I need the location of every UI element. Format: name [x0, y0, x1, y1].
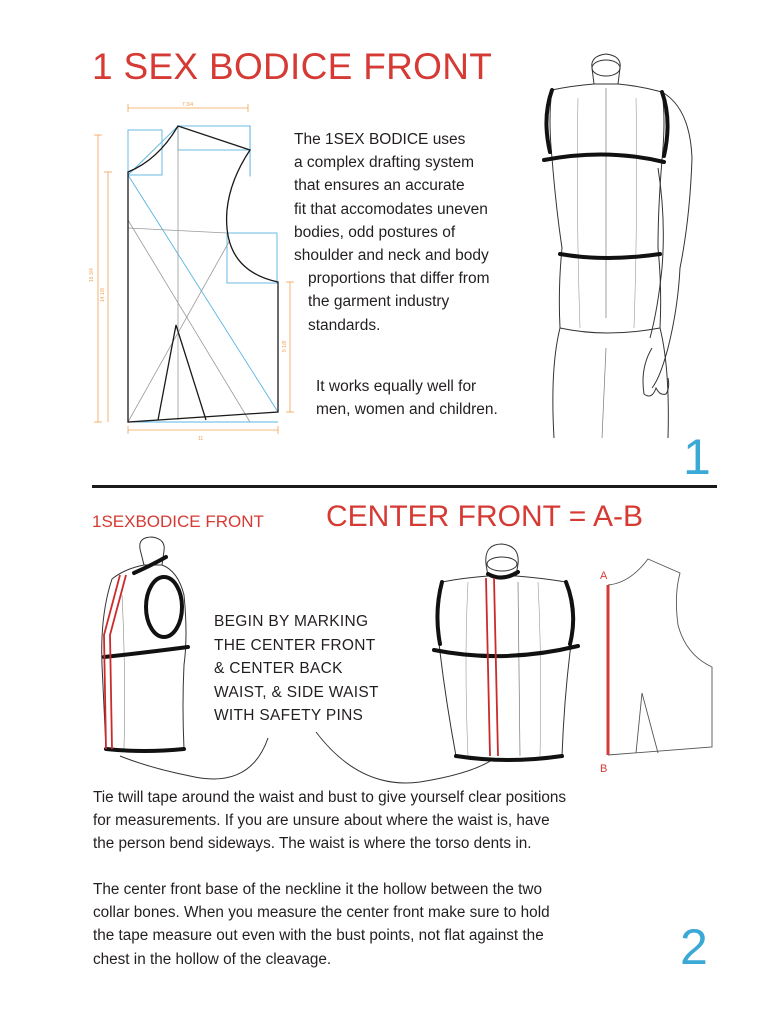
center-line: chest in the hollow of the cleavage. [93, 950, 332, 968]
tie-line: for measurements. If you are unsure about where the waist is, have [93, 812, 550, 830]
intro-line: The 1SEX BODICE uses [294, 131, 466, 148]
pattern-piece-ab [600, 555, 720, 760]
instruction-line: BEGIN BY MARKING [214, 613, 369, 630]
tie-paragraph [93, 786, 566, 856]
point-b-label: B [600, 763, 608, 775]
tie-line: the person bend sideways. The waist is where the torso dents in. [93, 835, 532, 853]
intro-line: the garment industry [308, 293, 450, 311]
works-line: men, women and children. [316, 401, 498, 419]
intro-line: proportions that differ from [308, 270, 490, 288]
center-front-paragraph [93, 878, 550, 971]
instruction-line: WITH SAFETY PINS [214, 707, 364, 724]
intro-line: bodies, odd postures of [294, 223, 456, 241]
point-a-label: A [600, 570, 608, 582]
center-line: the tape measure out even with the bust points, not flat against the [93, 927, 544, 945]
svg-text:16 3/4: 16 3/4 [89, 268, 95, 282]
svg-text:5 1/8: 5 1/8 [282, 340, 288, 352]
section2-subtitle: 1SEXBODICE FRONT [92, 512, 264, 531]
svg-text:14 1/8: 14 1/8 [100, 288, 106, 302]
section1-title: 1 SEX BODICE FRONT [92, 46, 493, 87]
svg-text:11: 11 [198, 436, 204, 442]
mannequin-center-front-illustration [428, 542, 588, 767]
instruction-line: & CENTER BACK [214, 660, 343, 677]
intro-line: that ensures an accurate [294, 177, 465, 195]
section2-title: CENTER FRONT = A-B [326, 500, 643, 533]
page-number-2: 2 [680, 919, 708, 975]
intro-line: shoulder and neck and body [294, 247, 489, 265]
center-line: The center front base of the neckline it the hollow between the two [93, 881, 542, 898]
instruction-line: WAIST, & SIDE WAIST [214, 683, 379, 701]
page-number-1: 1 [683, 429, 711, 485]
center-line: collar bones. When you measure the center front make sure to hold [93, 904, 550, 922]
intro-line: standards. [308, 316, 381, 334]
svg-text:7 3/4: 7 3/4 [182, 102, 194, 108]
tie-line: Tie twill tape around the waist and bust to give yourself clear positions [93, 789, 567, 806]
works-line: It works equally well for [316, 378, 477, 395]
instruction-line: THE CENTER FRONT [214, 636, 376, 654]
intro-line: fit that accomodates uneven [294, 200, 488, 218]
intro-line: a complex drafting system [294, 154, 475, 172]
